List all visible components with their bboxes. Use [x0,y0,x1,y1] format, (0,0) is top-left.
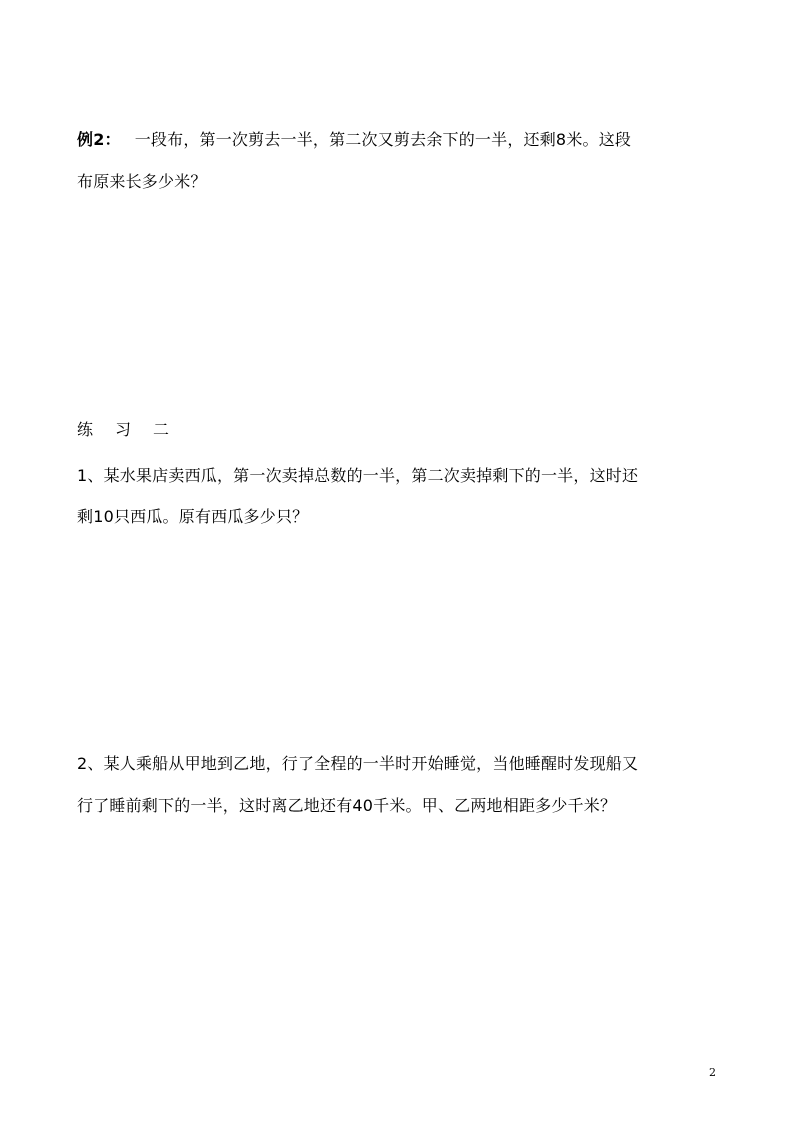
question-1-line-1: 1、某水果店卖西瓜，第一次卖掉总数的一半，第二次卖掉剩下的一半，这时还 [77,466,639,485]
question-1-line-2: 剩10只西瓜。原有西瓜多少只？ [77,507,309,526]
practice-title [77,420,191,440]
page-number: 2 [709,1066,716,1079]
example-2-line-1 [77,130,727,150]
practice-title-char-3: 二 [153,420,170,439]
question-2-line-2: 行了睡前剩下的一半，这时离乙地还有40千米。甲、乙两地相距多少千米？ [77,796,617,815]
example-2-line-2: 布原来长多少米？ [77,172,207,191]
practice-title-char-2: 习 [115,420,132,439]
example-2-label: 例2： [77,130,121,149]
practice-title-char-1: 练 [77,420,94,439]
example-2-text-1: 一段布，第一次剪去一半，第二次又剪去余下的一半，还剩8米。这段 [134,130,632,149]
question-2-line-1: 2、某人乘船从甲地到乙地，行了全程的一半时开始睡觉，当他睡醒时发现船又 [77,754,639,773]
